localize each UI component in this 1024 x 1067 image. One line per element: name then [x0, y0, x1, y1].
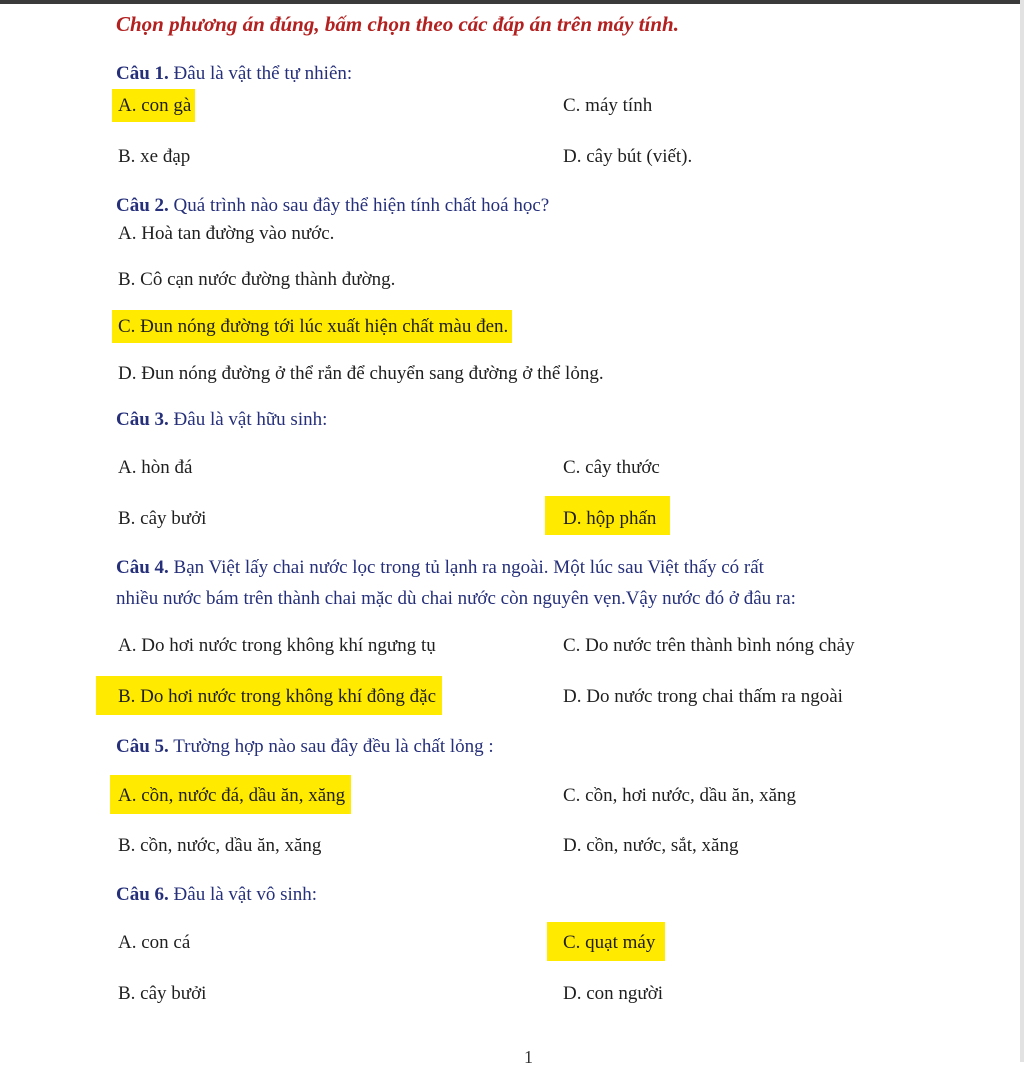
question-4-number: Câu 4. — [116, 557, 169, 578]
question-2 — [116, 196, 549, 215]
q2-option-a[interactable]: A. Hoà tan đường vào nước. — [118, 223, 335, 244]
question-5-text: Trường hợp nào sau đây đều là chất lỏng : — [173, 736, 494, 757]
q2-option-b[interactable]: B. Cô cạn nước đường thành đường. — [118, 269, 396, 290]
q4-option-b[interactable] — [118, 687, 442, 706]
q4-option-c[interactable]: C. Do nước trên thành bình nóng chảy — [563, 635, 855, 656]
q5-option-b[interactable]: B. cồn, nước, dầu ăn, xăng — [118, 835, 322, 856]
q6-option-c-label: C. quạt máy — [547, 922, 665, 961]
q4-option-a[interactable]: A. Do hơi nước trong không khí ngưng tụ — [118, 635, 436, 656]
page-number: 1 — [524, 1047, 533, 1067]
q1-option-c[interactable]: C. máy tính — [563, 95, 653, 116]
q5-option-a-label: A. cồn, nước đá, dầu ăn, xăng — [110, 775, 351, 814]
q1-option-b[interactable]: B. xe đạp — [118, 146, 191, 167]
question-4-text-line2: nhiều nước bám trên thành chai mặc dù chai nước còn nguyên vẹn.Vậy nước đó ở đâu ra: — [116, 588, 796, 609]
question-6-text: Đâu là vật vô sinh: — [173, 884, 318, 905]
question-5 — [116, 737, 494, 756]
question-3 — [116, 410, 327, 429]
question-3-number: Câu 3. — [116, 409, 169, 430]
q3-option-a[interactable]: A. hòn đá — [118, 457, 193, 478]
q1-option-a-label: A. con gà — [112, 89, 195, 122]
q4-option-b-label: B. Do hơi nước trong không khí đông đặc — [96, 676, 442, 715]
q3-option-b[interactable]: B. cây bưởi — [118, 508, 207, 529]
question-1-number: Câu 1. — [116, 63, 169, 84]
question-6 — [116, 885, 317, 904]
q6-option-d[interactable]: D. con người — [563, 983, 664, 1004]
q4-option-d[interactable]: D. Do nước trong chai thấm ra ngoài — [563, 686, 843, 707]
question-4 — [116, 558, 764, 577]
question-3-text: Đâu là vật hữu sinh: — [173, 409, 328, 430]
question-6-number: Câu 6. — [116, 884, 169, 905]
viewer-right-edge — [1020, 0, 1024, 1062]
question-1-text: Đâu là vật thể tự nhiên: — [173, 63, 353, 84]
q6-option-c[interactable] — [563, 933, 665, 952]
q3-option-d-label: D. hộp phấn — [545, 496, 670, 535]
q1-option-a[interactable] — [118, 96, 195, 115]
q2-option-c[interactable] — [118, 317, 512, 336]
q3-option-d[interactable] — [563, 509, 670, 528]
q6-option-b[interactable]: B. cây bưởi — [118, 983, 207, 1004]
q5-option-c[interactable]: C. cồn, hơi nước, dầu ăn, xăng — [563, 785, 797, 806]
q2-option-d[interactable]: D. Đun nóng đường ở thể rắn để chuyển sang đường ở thể lỏng. — [118, 363, 604, 384]
q5-option-a[interactable] — [118, 786, 351, 805]
q3-option-c[interactable]: C. cây thước — [563, 457, 660, 478]
q2-option-c-label: C. Đun nóng đường tới lúc xuất hiện chất màu đen. — [112, 310, 512, 343]
q5-option-d[interactable]: D. cồn, nước, sắt, xăng — [563, 835, 739, 856]
question-1 — [116, 64, 352, 83]
question-2-text: Quá trình nào sau đây thể hiện tính chất hoá học? — [173, 195, 550, 216]
q6-option-a[interactable]: A. con cá — [118, 932, 191, 953]
viewer-top-border — [0, 0, 1024, 4]
question-5-number: Câu 5. — [116, 736, 169, 757]
q1-option-d[interactable]: D. cây bút (viết). — [563, 146, 693, 167]
question-2-number: Câu 2. — [116, 195, 169, 216]
question-4-text: Bạn Việt lấy chai nước lọc trong tủ lạnh ra ngoài. Một lúc sau Việt thấy có rất — [173, 557, 764, 578]
instruction-heading: Chọn phương án đúng, bấm chọn theo các đáp án trên máy tính. — [116, 12, 679, 36]
